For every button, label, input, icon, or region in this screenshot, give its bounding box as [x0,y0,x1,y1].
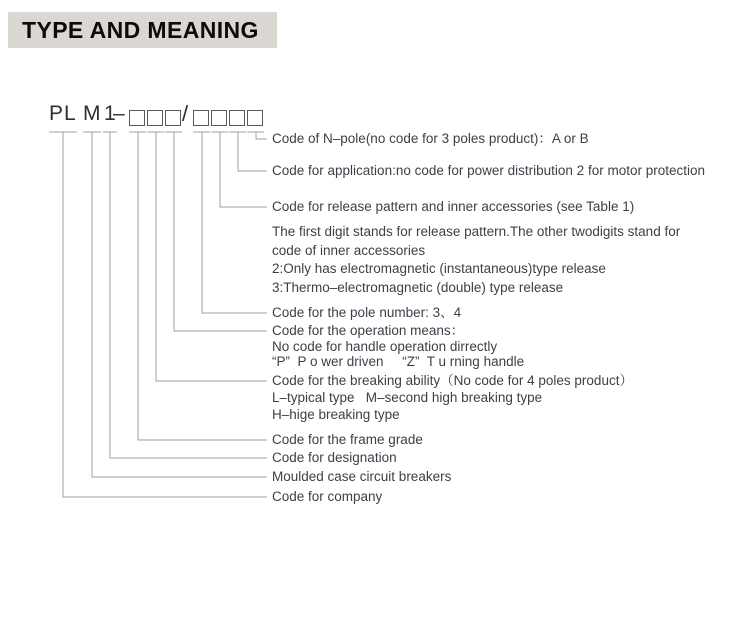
code-separator: / [182,101,189,126]
annotation-mccb: Moulded case circuit breakers [272,469,452,484]
code-part-designation: M [83,102,101,125]
annotation-release-type-2: 2:Only has electromagnetic (instantaneous)type release [272,261,606,276]
annotation-breaking-ability: Code for the breaking ability（No code for 4 poles product） [272,373,633,388]
annotation-release-pattern: Code for release pattern and inner accessories (see Table 1) [272,199,635,214]
annotation-operation-note-1: No code for handle operation dirrectly [272,339,498,354]
annotation-application: Code for application:no code for power distribution 2 for motor protection [272,163,705,178]
annotation-pole-number: Code for the pole number: 3、4 [272,305,462,320]
code-dash: – [113,102,125,125]
annotation-release-type-3: 3:Thermo–electromagnetic (double) type release [272,280,564,295]
annotation-operation-means: Code for the operation means： [272,323,465,338]
annotation-frame-grade: Code for the frame grade [272,432,423,447]
annotation-company: Code for company [272,489,383,504]
annotation-release-note-2: code of inner accessories [272,243,426,258]
code-part-company: PL [49,102,77,125]
annotation-release-note-1: The first digit stands for release pattern.The other twodigits stand for [272,224,681,239]
annotation-breaking-note-1: L–typical type M–second high breaking type [272,390,543,405]
annotation-n-pole: Code of N–pole(no code for 3 poles product)：A or B [272,131,589,146]
annotation-operation-note-2: “P” P o wer driven “Z” T u rning handle [272,354,525,369]
page-title: TYPE AND MEANING [22,17,259,43]
code-part-frame-grade: 1 [104,102,116,125]
annotation-designation: Code for designation [272,450,397,465]
annotation-breaking-note-2: H–hige breaking type [272,407,400,422]
